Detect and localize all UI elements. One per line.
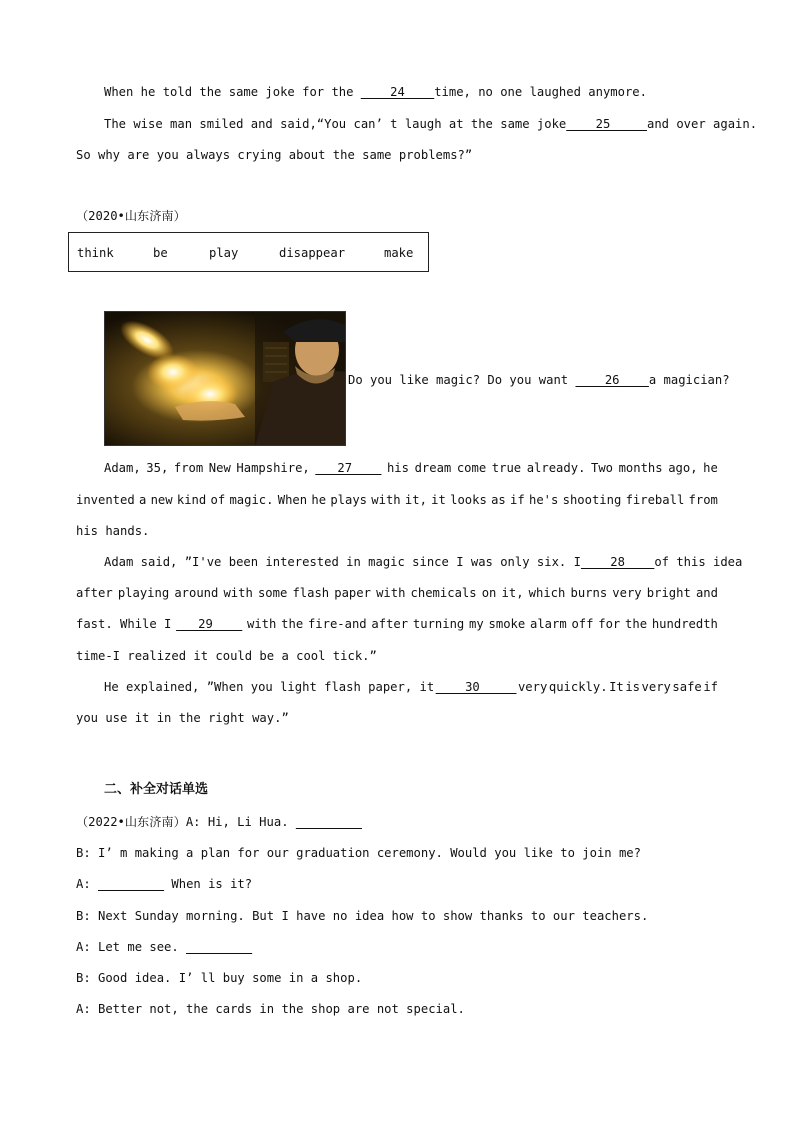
dialogue-line-a3 xyxy=(76,939,252,955)
text: A: xyxy=(76,877,99,891)
word-think: think xyxy=(77,246,114,260)
blank-27: ___27____ xyxy=(315,461,382,475)
text: after xyxy=(76,586,113,600)
text: around xyxy=(174,586,219,600)
word-be: be xyxy=(153,246,168,260)
blank-25: ____25_____ xyxy=(566,117,647,131)
dialogue-line-a2 xyxy=(76,876,252,892)
text: new xyxy=(150,493,173,507)
paragraph-said-line4: time-I realized it could be a cool tick.” xyxy=(76,649,377,663)
text: if xyxy=(510,493,525,507)
text: of xyxy=(210,493,226,507)
paragraph-wise-man-line1 xyxy=(104,116,758,132)
text: on xyxy=(481,586,497,600)
dialogue-line-b3: B: Good idea. I’ ll buy some in a shop. xyxy=(76,971,363,985)
text: come xyxy=(456,461,487,475)
text: he xyxy=(311,493,327,507)
dialogue-line-a1 xyxy=(76,814,362,830)
word-bank-box xyxy=(68,232,429,272)
source-label-2022: （2022•山东济南） xyxy=(76,815,186,829)
blank-29: ___29____ xyxy=(176,617,243,631)
text: a magician? xyxy=(648,373,730,387)
section-heading: 二、补全对话单选 xyxy=(104,782,209,797)
text: plays xyxy=(330,493,367,507)
paragraph-magic-question xyxy=(348,372,730,388)
text: with xyxy=(376,586,406,600)
text: New xyxy=(208,461,231,475)
text: fast. While I xyxy=(76,617,172,631)
blank-24: ____24____ xyxy=(360,85,435,99)
dialogue-blank-3: _________ xyxy=(186,940,253,954)
paragraph-wise-man-line2: So why are you always crying about the same problems?” xyxy=(76,148,473,162)
word-play: play xyxy=(209,246,239,260)
text: he xyxy=(703,461,718,475)
text: burns xyxy=(570,586,608,600)
paragraph-adam-line2 xyxy=(76,492,718,508)
dialogue-line-b1: B: I’ m making a plan for our graduation ceremony. Would you like to join me? xyxy=(76,846,641,860)
text: already. xyxy=(526,461,586,475)
text: from xyxy=(173,461,204,475)
text: from xyxy=(688,493,718,507)
text: is xyxy=(625,680,640,694)
text: A: Hi, Li Hua. xyxy=(185,815,296,829)
text: if xyxy=(703,680,718,694)
magician-fireball-photo xyxy=(104,311,346,446)
paragraph-joke xyxy=(104,84,647,100)
text: Adam, xyxy=(104,461,141,475)
text: with xyxy=(223,586,253,600)
dialogue-line-b2: B: Next Sunday morning. But I have no idea how to show thanks to our teachers. xyxy=(76,909,649,923)
text: my xyxy=(469,617,484,631)
text: dream xyxy=(414,461,452,475)
text: and over again. xyxy=(647,117,758,131)
text: It xyxy=(609,680,624,694)
blank-26: ____26____ xyxy=(575,373,649,387)
paragraph-adam-line1 xyxy=(104,460,718,476)
text: some xyxy=(257,586,288,600)
text: When he told the same joke for the xyxy=(104,85,361,99)
text: The wise man smiled and said, xyxy=(104,117,317,131)
dialogue-blank-2: _________ xyxy=(98,877,165,891)
paragraph-adam-line3: his hands. xyxy=(76,524,150,538)
text: the xyxy=(281,617,304,631)
text: his xyxy=(386,461,409,475)
text: off xyxy=(571,617,594,631)
text: and xyxy=(695,586,718,600)
text: of this idea xyxy=(654,555,743,569)
text: flash xyxy=(292,586,330,600)
text: fireball xyxy=(625,493,685,507)
text: chemicals xyxy=(410,586,477,600)
word-make: make xyxy=(384,246,414,260)
text: time, no one laughed anymore. xyxy=(434,85,647,99)
text: safe xyxy=(672,680,702,694)
blank-group xyxy=(581,554,742,570)
text: with xyxy=(371,493,401,507)
text: as xyxy=(491,493,506,507)
source-label-2020: （2020•山东济南） xyxy=(76,209,186,223)
text: very xyxy=(517,680,548,694)
text: smoke xyxy=(488,617,526,631)
text: magic. xyxy=(229,493,274,507)
paragraph-explained-line1 xyxy=(104,679,718,695)
dialogue-blank-1: _________ xyxy=(295,815,362,829)
paragraph-said-line1 xyxy=(104,554,743,570)
text: fire-and xyxy=(307,617,367,631)
text: with xyxy=(247,617,277,631)
text: Do you like magic? Do you want xyxy=(348,373,576,387)
blank-30: ____30_____ xyxy=(435,680,517,694)
paragraph-explained-line2: you use it in the right way.” xyxy=(76,711,289,725)
text: When is it? xyxy=(164,877,253,891)
text: A: Let me see. xyxy=(76,940,187,954)
text: bright xyxy=(646,586,691,600)
text: quickly. xyxy=(548,680,608,694)
text: playing xyxy=(117,586,170,600)
text: very xyxy=(641,680,671,694)
text: months xyxy=(618,461,663,475)
text: 35, xyxy=(146,461,169,475)
text: “You can’ t laugh at the same joke xyxy=(316,117,567,131)
text: kind xyxy=(176,493,207,507)
text: for xyxy=(598,617,621,631)
text: Two xyxy=(590,461,613,475)
fireball-illustration xyxy=(105,312,346,446)
text: shooting xyxy=(562,493,622,507)
word-disappear: disappear xyxy=(279,246,346,260)
text: true xyxy=(491,461,522,475)
text: looks xyxy=(450,493,487,507)
text: hundredth xyxy=(651,617,718,631)
text: very xyxy=(612,586,642,600)
text: it xyxy=(431,493,446,507)
text: When xyxy=(277,493,308,507)
blank-28: ____28____ xyxy=(580,555,655,569)
text: invented xyxy=(76,493,135,507)
text: turning xyxy=(412,617,465,631)
text: Hampshire, xyxy=(236,461,310,475)
text: a xyxy=(138,493,147,507)
text: He explained, ”When you light flash paper, it xyxy=(104,680,435,694)
text: ago, xyxy=(668,461,698,475)
text: paper xyxy=(334,586,371,600)
text: Adam said, ”I've been interested in magic since I was only six. I xyxy=(104,555,581,569)
paragraph-said-line2 xyxy=(76,585,718,601)
text: after xyxy=(371,617,409,631)
text: it, xyxy=(404,493,427,507)
text: he's xyxy=(528,493,559,507)
text: alarm xyxy=(529,617,567,631)
text: the xyxy=(625,617,648,631)
text: which xyxy=(528,586,566,600)
text: it, xyxy=(501,586,524,600)
paragraph-said-line3 xyxy=(76,616,718,632)
dialogue-line-a4: A: Better not, the cards in the shop are not special. xyxy=(76,1002,465,1016)
